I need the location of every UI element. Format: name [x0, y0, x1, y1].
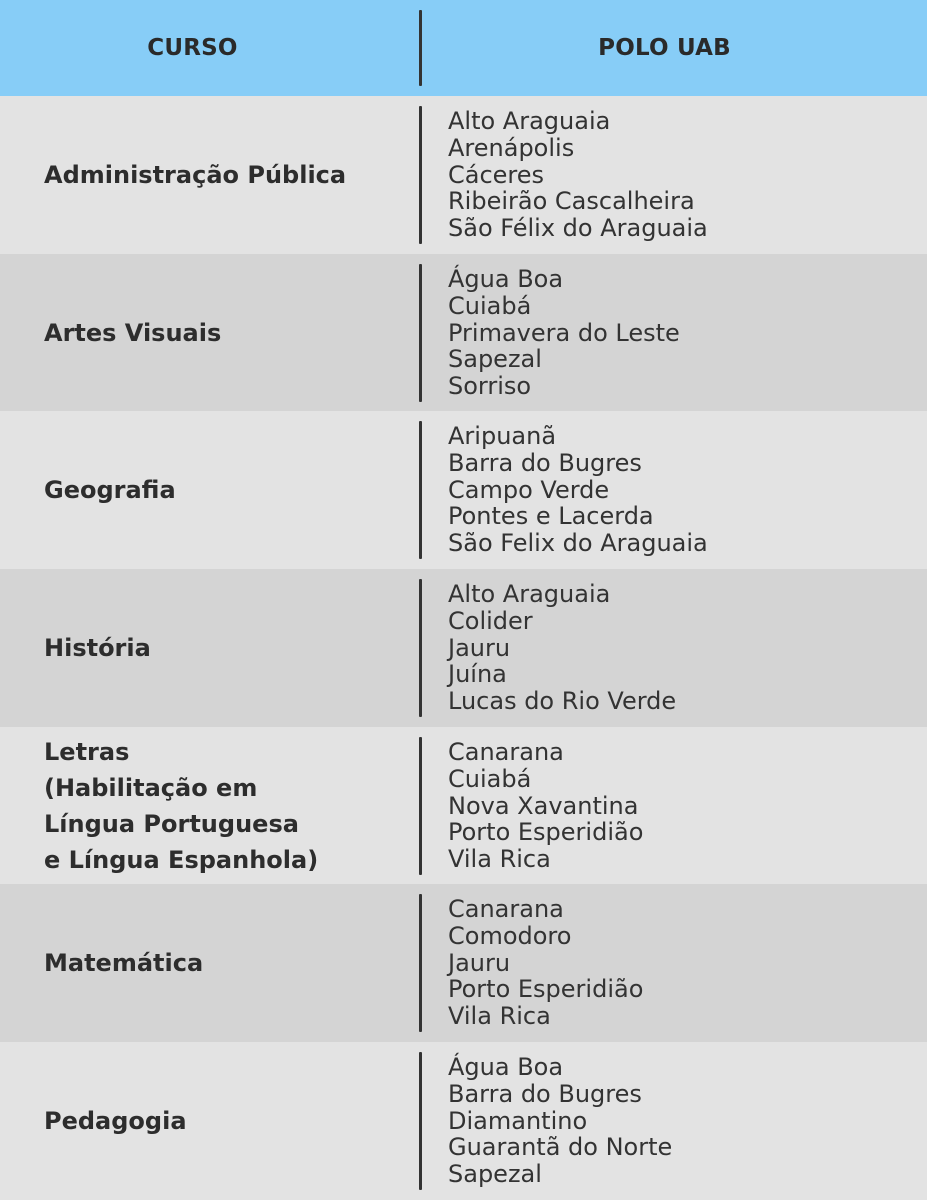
- polo-item: São Felix do Araguaia: [448, 529, 708, 558]
- polo-item: Aripuanã: [448, 422, 557, 451]
- table-row: [0, 411, 927, 569]
- row-divider: [419, 1052, 422, 1190]
- polo-item: Alto Araguaia: [448, 580, 611, 609]
- polo-item: Jauru: [448, 948, 511, 977]
- course-cell: [44, 727, 404, 885]
- polo-item: Vila Rica: [448, 845, 551, 874]
- polo-list: [448, 411, 708, 569]
- course-cell: [44, 411, 404, 569]
- course-name: Artes Visuais: [44, 319, 222, 347]
- polo-item: Ribeirão Cascalheira: [448, 187, 695, 216]
- polo-item: Sapezal: [448, 1160, 542, 1189]
- course-name: Geografia: [44, 476, 176, 504]
- course-cell: [44, 96, 404, 254]
- polo-item: Pontes e Lacerda: [448, 502, 654, 531]
- polo-item: Porto Esperidião: [448, 975, 644, 1004]
- polo-item: Diamantino: [448, 1106, 588, 1135]
- table-row: [0, 884, 927, 1042]
- polo-list: [448, 884, 643, 1042]
- polo-item: Arenápolis: [448, 133, 575, 162]
- polo-item: Canarana: [448, 738, 564, 767]
- row-divider: [419, 264, 422, 402]
- polo-item: São Félix do Araguaia: [448, 214, 708, 243]
- polo-item: Juína: [448, 660, 507, 689]
- course-name: Pedagogia: [44, 1107, 187, 1135]
- row-divider: [419, 106, 422, 244]
- polo-item: Canarana: [448, 895, 564, 924]
- polo-item: Porto Esperidião: [448, 818, 644, 847]
- row-divider: [419, 579, 422, 717]
- polo-list: [448, 96, 708, 254]
- polo-item: Vila Rica: [448, 1002, 551, 1031]
- polo-item: Comodoro: [448, 921, 572, 950]
- polo-item: Jauru: [448, 633, 511, 662]
- polo-item: Cáceres: [448, 160, 545, 189]
- polo-item: Barra do Bugres: [448, 1079, 642, 1108]
- course-name: Matemática: [44, 949, 204, 977]
- polo-item: Água Boa: [448, 265, 564, 294]
- polo-item: Guarantã do Norte: [448, 1133, 673, 1162]
- table-row: [0, 569, 927, 727]
- course-name: Letras (Habilitação em Língua Portuguesa e Língua Espanhola): [44, 738, 319, 874]
- polo-item: Sorriso: [448, 372, 532, 401]
- table-row: [0, 727, 927, 885]
- polo-item: Nova Xavantina: [448, 791, 639, 820]
- polo-item: Campo Verde: [448, 475, 610, 504]
- course-cell: [44, 569, 404, 727]
- polo-item: Cuiabá: [448, 291, 532, 320]
- course-name: História: [44, 634, 151, 662]
- header-polo: POLO UAB: [598, 35, 731, 61]
- course-cell: [44, 1042, 404, 1200]
- table-row: [0, 1042, 927, 1200]
- polo-list: [448, 727, 643, 885]
- table-row: [0, 254, 927, 412]
- table-row: [0, 96, 927, 254]
- row-divider: [419, 421, 422, 559]
- row-divider: [419, 737, 422, 875]
- polo-item: Lucas do Rio Verde: [448, 687, 677, 716]
- course-cell: [44, 254, 404, 412]
- polo-item: Primavera do Leste: [448, 318, 680, 347]
- course-name: Administração Pública: [44, 161, 347, 189]
- course-cell: [44, 884, 404, 1042]
- table-header: [0, 0, 927, 96]
- header-curso: CURSO: [147, 35, 238, 61]
- polo-item: Alto Araguaia: [448, 107, 611, 136]
- polo-item: Cuiabá: [448, 764, 532, 793]
- polo-item: Colider: [448, 606, 533, 635]
- polo-item: Água Boa: [448, 1053, 564, 1082]
- row-divider: [419, 894, 422, 1032]
- polo-item: Sapezal: [448, 345, 542, 374]
- polo-list: [448, 254, 680, 412]
- polo-item: Barra do Bugres: [448, 448, 642, 477]
- polo-list: [448, 1042, 672, 1200]
- polo-list: [448, 569, 676, 727]
